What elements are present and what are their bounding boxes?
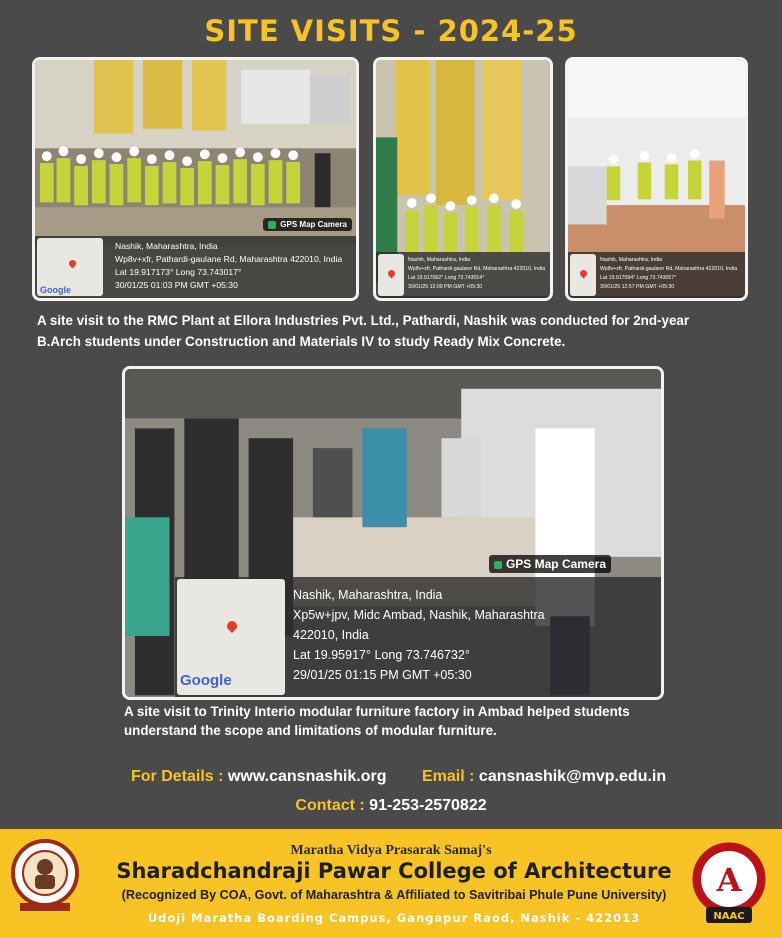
gps-info <box>115 240 342 292</box>
gps-overlay <box>175 557 661 697</box>
rmc-plant-group-photo <box>32 57 359 301</box>
phone-row <box>0 797 782 815</box>
gps-address: Wp8v+xfr, Pathardi-gaulane Rd, Maharashtra 422010, India <box>115 254 343 264</box>
college-address: Udoji Maratha Boarding Campus, Gangapur Raod, Nashik - 422013 <box>147 911 641 925</box>
contact-label: Contact : <box>295 797 365 814</box>
map-pin-icon <box>579 269 589 279</box>
college-footer <box>0 829 782 938</box>
caption-line: understand the scope and limitations of modular furniture. <box>124 723 497 738</box>
gps-address: Xp5w+jpv, Midc Ambad, Nashik, Maharashtra <box>293 608 545 622</box>
caption-line: B.Arch students under Construction and Materials IV to study Ready Mix Concrete. <box>37 334 566 349</box>
email-contact <box>422 768 666 786</box>
gps-location: Nashik, Maharashtra, India <box>115 241 218 251</box>
phone-number[interactable]: 91-253-2570822 <box>369 797 487 814</box>
gps-coordinates: Lat 19.95917° Long 73.746732° <box>293 648 470 662</box>
email-link[interactable]: cansnashik@mvp.edu.in <box>478 768 667 785</box>
naac-label: NAAC <box>713 911 745 922</box>
gps-coordinates: Lat 19.917173° Long 73.743017° <box>115 267 242 277</box>
gps-overlay <box>376 252 550 298</box>
furniture-factory-photo <box>122 366 664 700</box>
mini-map <box>37 238 103 296</box>
gps-timestamp: 29/01/25 01:15 PM GMT +05:30 <box>293 668 472 682</box>
map-pin-icon <box>225 619 239 633</box>
rmc-visit-caption <box>37 310 757 352</box>
mini-map <box>177 579 285 695</box>
caption-line: A site visit to the RMC Plant at Ellora Industries Pvt. Ltd., Pathardi, Nashik was conducted for 2nd-year <box>37 313 690 328</box>
college-recognition: (Recognized By COA, Govt. of Maharashtra & Affiliated to Savitribai Phule Pune University) <box>121 888 667 902</box>
gps-timestamp: 30/01/25 12:57 PM GMT +05:30 <box>600 284 675 290</box>
gps-info <box>408 256 545 292</box>
gps-address-cont: 422010, India <box>293 628 369 642</box>
details-contact <box>131 768 386 786</box>
mini-map <box>570 254 596 296</box>
gps-location: Nashik, Maharashtra, India <box>293 588 443 602</box>
naac-badge-icon <box>684 837 774 932</box>
rmc-silo-photo <box>373 57 553 301</box>
gps-overlay <box>35 220 356 298</box>
mini-map <box>378 254 404 296</box>
website-link[interactable]: www.cansnashik.org <box>227 768 387 785</box>
details-label: For Details : <box>131 768 224 785</box>
naac-grade: A <box>716 861 742 899</box>
map-google-label: Google <box>40 285 71 295</box>
gps-coordinates: Lat 19.917062° Long 73.743014° <box>408 275 485 281</box>
gps-timestamp: 30/01/25 01:03 PM GMT +05:30 <box>115 280 238 290</box>
gps-overlay <box>568 252 745 298</box>
email-label: Email : <box>422 768 475 785</box>
furniture-visit-caption <box>124 702 684 740</box>
map-pin-icon <box>387 269 397 279</box>
society-name: Maratha Vidya Prasarak Samaj's <box>290 843 492 858</box>
gps-location: Nashik, Maharashtra, India <box>408 257 470 263</box>
gps-address: Wp8v+xfr, Pathardi-gaulane Rd, Maharashtra 422010, India <box>408 266 546 272</box>
lab-group-photo <box>565 57 748 301</box>
gps-info <box>293 585 545 685</box>
gps-address: Wp8v+xfr, Pathardi-gaulane Rd, Maharashtra 422010, India <box>600 266 738 272</box>
gps-camera-tag: GPS Map Camera <box>263 218 352 231</box>
page-title: SITE VISITS - 2024-25 <box>204 14 578 48</box>
gps-location: Nashik, Maharashtra, India <box>600 257 662 263</box>
gps-timestamp: 30/01/25 12:09 PM GMT +05:30 <box>408 284 483 290</box>
caption-line: A site visit to Trinity Interio modular furniture factory in Ambad helped students <box>124 704 630 719</box>
map-pin-icon <box>68 259 78 269</box>
college-name: Sharadchandraji Pawar College of Architecture <box>116 859 672 883</box>
map-google-label: Google <box>180 672 232 689</box>
gps-camera-tag: GPS Map Camera <box>489 555 611 573</box>
gps-info <box>600 256 737 292</box>
gps-coordinates: Lat 19.917094° Long 73.743057° <box>600 275 677 281</box>
